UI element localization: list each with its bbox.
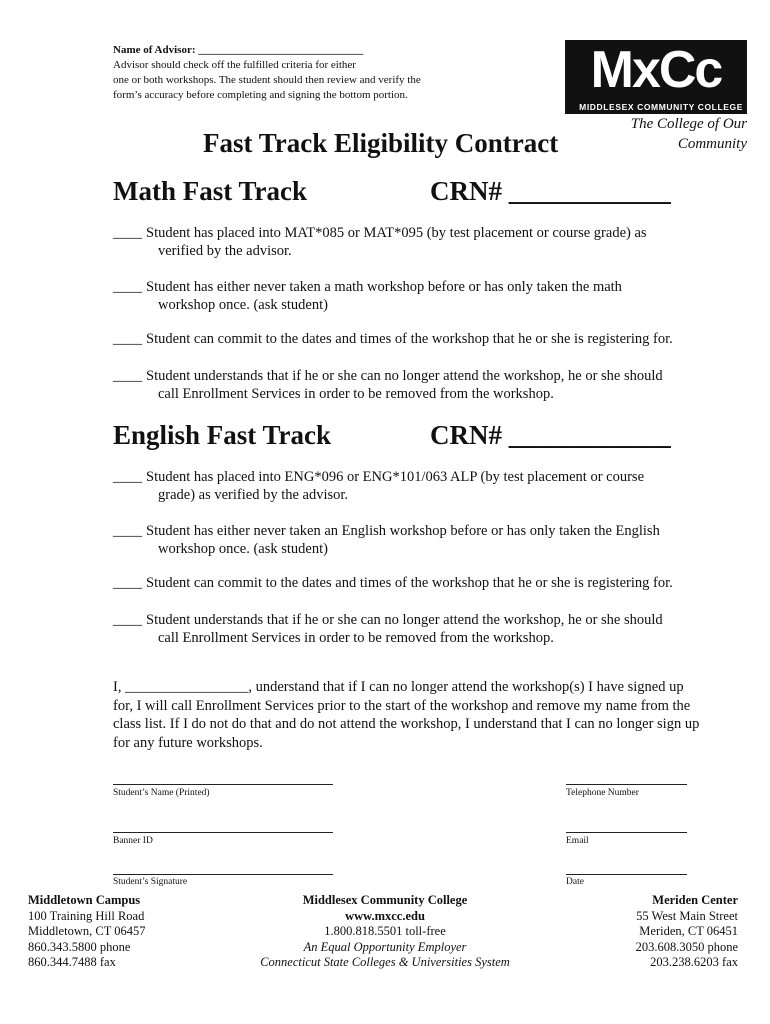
english-section-heading: English Fast Track (113, 420, 332, 450)
checkbox-blank[interactable]: ____ (113, 612, 142, 628)
footer-line: Middletown, CT 06457 (28, 924, 146, 938)
email-label: Email (566, 836, 589, 846)
advisor-instructions (113, 58, 493, 103)
date-line[interactable] (566, 874, 687, 875)
criterion-text-cont: workshop once. (ask student) (158, 297, 328, 313)
footer-meriden (538, 893, 738, 971)
criterion-text: Student can commit to the dates and times of the workshop that he or she is registering for. (146, 331, 673, 347)
criterion-text: Student has placed into ENG*096 or ENG*101/063 ALP (by test placement or course (146, 469, 645, 485)
page-title: Fast Track Eligibility Contract (203, 128, 559, 158)
footer-title: Middletown Campus (28, 893, 141, 907)
advisor-note-line: form’s accuracy before completing and signing the bottom portion. (113, 89, 408, 101)
english-crn-field[interactable]: CRN# ____________ (430, 420, 671, 450)
footer-line: 860.343.5800 phone (28, 939, 131, 954)
criterion-text-cont: call Enrollment Services in order to be removed from the workshop. (158, 630, 554, 646)
signature-label: Student’s Signature (113, 877, 188, 887)
english-criterion (113, 611, 713, 647)
logo-mark: MxCc (590, 41, 722, 99)
checkbox-blank[interactable]: ____ (113, 523, 142, 539)
checkbox-blank[interactable]: ____ (113, 279, 142, 295)
criterion-text-cont: workshop once. (ask student) (158, 541, 328, 557)
student-name-label: Student’s Name (Printed) (113, 788, 210, 798)
banner-id-line[interactable] (113, 832, 333, 833)
english-criterion (113, 574, 733, 592)
criterion-text: Student has either never taken a math workshop before or has only taken the math (146, 279, 622, 295)
college-logo (565, 40, 747, 152)
advisor-name-field[interactable]: Name of Advisor: ______________________________ (113, 44, 364, 56)
checkbox-blank[interactable]: ____ (113, 368, 142, 384)
telephone-line[interactable] (566, 784, 687, 785)
english-criterion (113, 468, 713, 504)
footer-line: Connecticut State Colleges & Universities System (260, 955, 510, 969)
telephone-label: Telephone Number (566, 788, 639, 798)
math-section-heading: Math Fast Track (113, 176, 307, 206)
math-crn-field[interactable]: CRN# ____________ (430, 176, 671, 206)
checkbox-blank[interactable]: ____ (113, 331, 142, 347)
banner-id-label: Banner ID (113, 836, 153, 846)
signature-line[interactable] (113, 874, 333, 875)
logo-tagline: The College of Our Community (630, 116, 747, 152)
footer-title: Meriden Center (652, 893, 738, 907)
english-criterion (113, 522, 713, 558)
footer-line: Meriden, CT 06451 (639, 924, 738, 938)
footer-line: 100 Training Hill Road (28, 908, 145, 923)
checkbox-blank[interactable]: ____ (113, 575, 142, 591)
student-name-line[interactable] (113, 784, 333, 785)
advisor-note-line: one or both workshops. The student should then review and verify the (113, 74, 421, 86)
footer-website-link[interactable]: www.mxcc.edu (345, 908, 425, 923)
student-statement: I, _________________, understand that if I can no longer attend the workshop(s) I have signed up for, I will call Enrollment Services prior to the start of the workshop and remove my name from the class list. If I do not do that and do not attend the workshop, I understand that I can no longer sign up for any future workshops. (113, 679, 700, 751)
math-criterion (113, 224, 713, 260)
logo-box (565, 40, 747, 114)
footer-line: 1.800.818.5501 toll-free (324, 924, 446, 938)
math-criterion (113, 330, 733, 348)
criterion-text: Student has either never taken an English workshop before or has only taken the English (146, 523, 660, 539)
criterion-text: Student understands that if he or she can no longer attend the workshop, he or she should (146, 368, 663, 384)
criterion-text: Student understands that if he or she can no longer attend the workshop, he or she should (146, 612, 663, 628)
date-label: Date (566, 877, 584, 887)
math-criterion (113, 367, 713, 403)
criterion-text: Student has placed into MAT*085 or MAT*095 (by test placement or course grade) as (146, 225, 647, 241)
criterion-text-cont: verified by the advisor. (158, 243, 292, 259)
footer-line: 860.344.7488 fax (28, 955, 116, 969)
footer-middletown (28, 893, 228, 971)
checkbox-blank[interactable]: ____ (113, 469, 142, 485)
footer-line: An Equal Opportunity Employer (303, 939, 467, 954)
footer-line: 203.608.3050 phone (635, 939, 738, 954)
email-line[interactable] (566, 832, 687, 833)
criterion-text-cont: call Enrollment Services in order to be removed from the workshop. (158, 386, 554, 402)
footer-college (235, 893, 535, 971)
criterion-text: Student can commit to the dates and times of the workshop that he or she is registering for. (146, 575, 673, 591)
logo-college-name: MIDDLESEX COMMUNITY COLLEGE (579, 102, 743, 112)
footer-line: 203.238.6203 fax (650, 955, 738, 969)
checkbox-blank[interactable]: ____ (113, 225, 142, 241)
footer-title: Middlesex Community College (302, 893, 468, 907)
math-criterion (113, 278, 713, 314)
footer-line: 55 West Main Street (636, 908, 738, 923)
criterion-text-cont: grade) as verified by the advisor. (158, 487, 349, 503)
advisor-note-line: Advisor should check off the fulfilled criteria for either (113, 59, 356, 71)
